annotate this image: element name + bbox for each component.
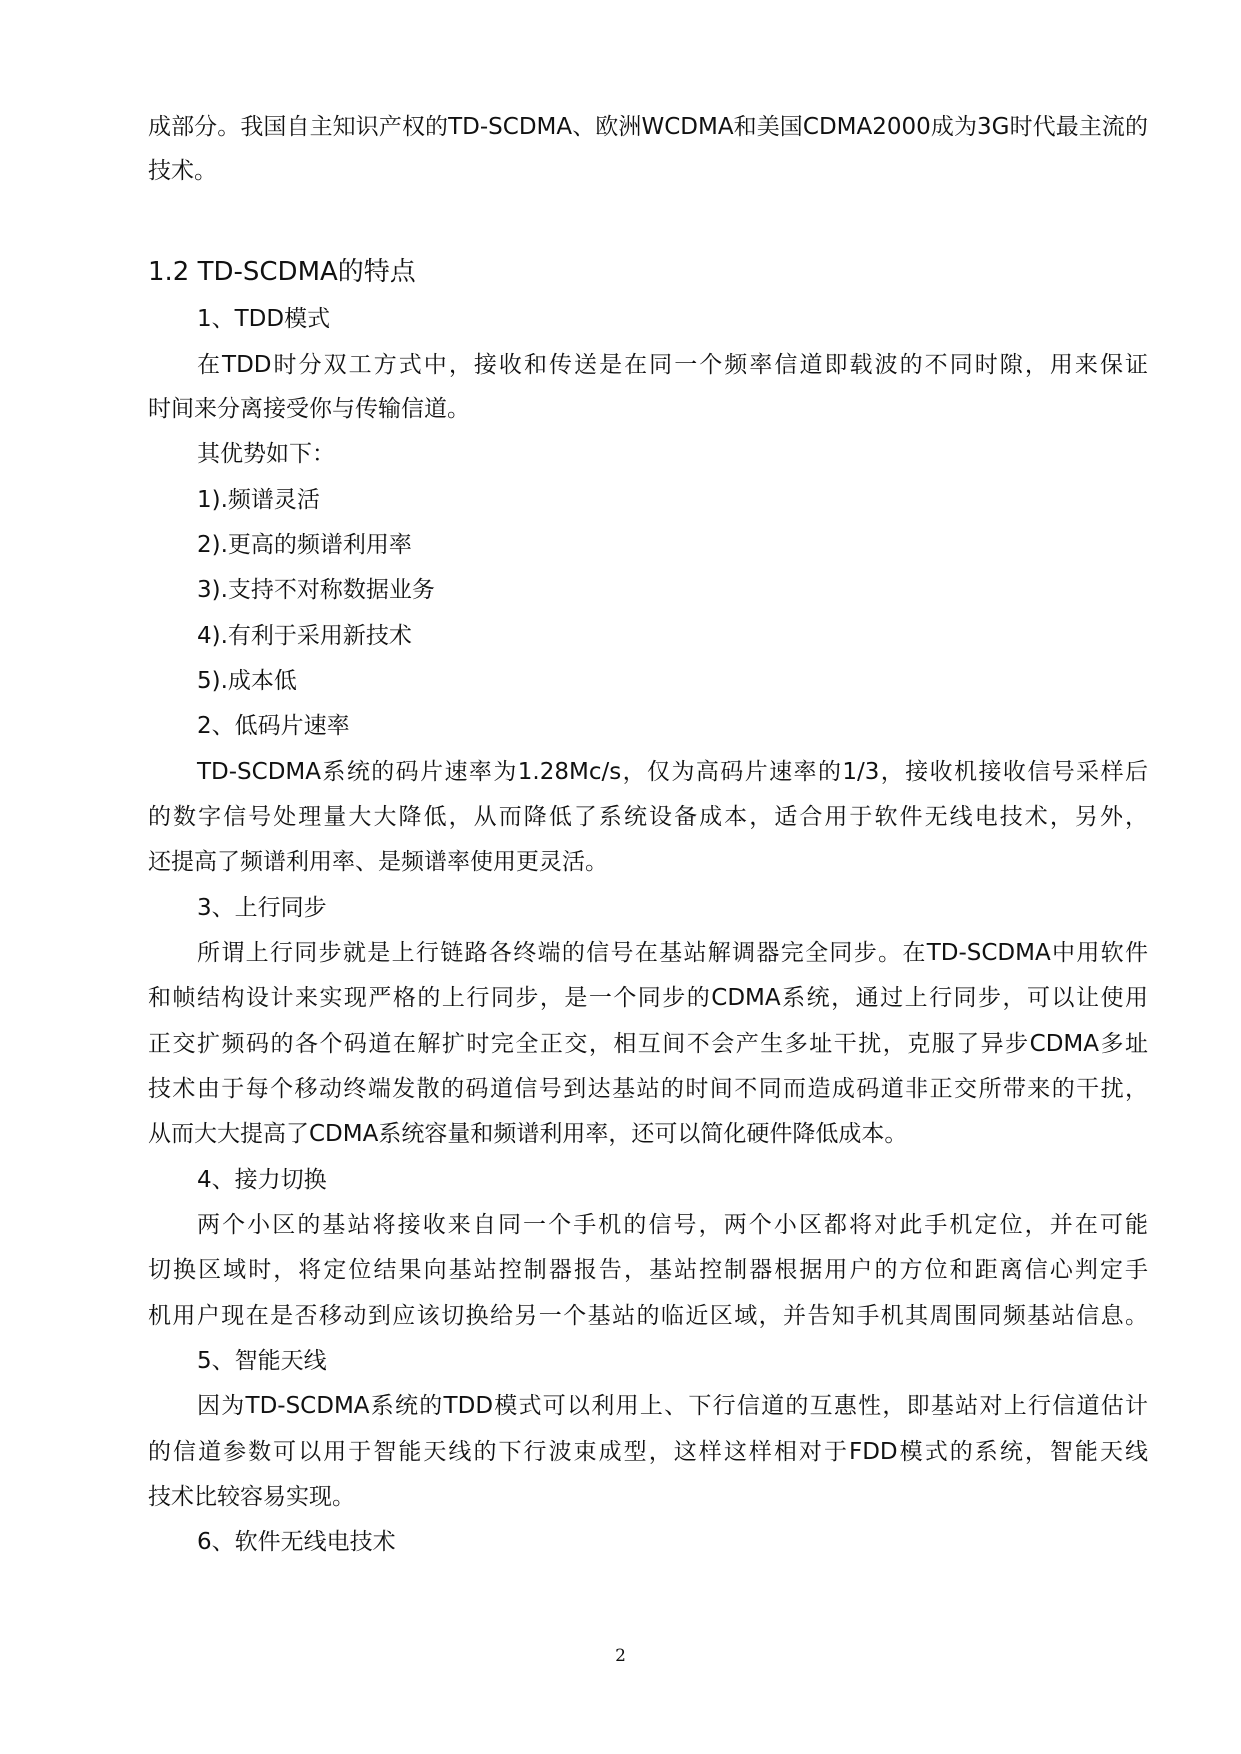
paragraph-line: 时间来分离接受你与传输信道。: [148, 396, 470, 422]
list-item: 5).成本低: [197, 668, 297, 694]
paragraph-line: 的信道参数可以用于智能天线的下行波束成型，这样这样相对于FDD模式的系统，智能天线: [148, 1439, 1148, 1465]
subheading: 4、接力切换: [197, 1167, 327, 1193]
subheading: 6、软件无线电技术: [197, 1529, 396, 1555]
paragraph-line: 正交扩频码的各个码道在解扩时完全正交，相互间不会产生多址干扰，克服了异步CDMA多址: [148, 1031, 1148, 1057]
paragraph-line: 在TDD时分双工方式中，接收和传送是在同一个频率信道即载波的不同时隙，用来保证: [197, 352, 1148, 378]
list-item: 1).频谱灵活: [197, 487, 320, 513]
subheading: 3、上行同步: [197, 895, 327, 921]
subheading: 1、TDD模式: [197, 306, 331, 332]
paragraph-line: 和帧结构设计来实现严格的上行同步，是一个同步的CDMA系统，通过上行同步，可以让使用: [148, 985, 1148, 1011]
section-heading: 1.2 TD-SCDMA的特点: [148, 257, 416, 287]
subheading: 2、低码片速率: [197, 713, 350, 739]
paragraph-line: 机用户现在是否移动到应该切换给另一个基站的临近区域，并告知手机其周围同频基站信息。: [148, 1303, 1148, 1329]
list-item: 4).有利于采用新技术: [197, 623, 412, 649]
paragraph-line: 从而大大提高了CDMA系统容量和频谱利用率，还可以简化硬件降低成本。: [148, 1121, 908, 1147]
list-item: 2).更高的频谱利用率: [197, 532, 412, 558]
paragraph-line: 技术由于每个移动终端发散的码道信号到达基站的时间不同而造成码道非正交所带来的干扰，: [148, 1076, 1148, 1102]
list-item: 3).支持不对称数据业务: [197, 577, 435, 603]
paragraph-line: 所谓上行同步就是上行链路各终端的信号在基站解调器完全同步。在TD-SCDMA中用软件: [197, 940, 1148, 966]
paragraph-line: 技术比较容易实现。: [148, 1484, 355, 1510]
paragraph-line: 还提高了频谱利用率、是频谱率使用更灵活。: [148, 849, 608, 875]
paragraph-line: 两个小区的基站将接收来自同一个手机的信号，两个小区都将对此手机定位，并在可能: [197, 1212, 1148, 1238]
paragraph-line: TD-SCDMA系统的码片速率为1.28Mc/s，仅为高码片速率的1/3，接收机接收信号采样后: [197, 759, 1148, 785]
paragraph-line: 切换区域时，将定位结果向基站控制器报告，基站控制器根据用户的方位和距离信心判定手: [148, 1257, 1148, 1283]
paragraph-line: 成部分。我国自主知识产权的TD-SCDMA、欧洲WCDMA和美国CDMA2000成为3G时代最主流的: [148, 114, 1148, 140]
subheading: 5、智能天线: [197, 1348, 327, 1374]
page-number: 2: [615, 1646, 626, 1666]
paragraph-line: 因为TD-SCDMA系统的TDD模式可以利用上、下行信道的互惠性，即基站对上行信道估计: [197, 1393, 1148, 1419]
paragraph-line: 的数字信号处理量大大降低，从而降低了系统设备成本，适合用于软件无线电技术，另外，: [148, 804, 1148, 830]
paragraph-line: 其优势如下：: [197, 441, 335, 467]
paragraph-line: 技术。: [148, 158, 217, 184]
